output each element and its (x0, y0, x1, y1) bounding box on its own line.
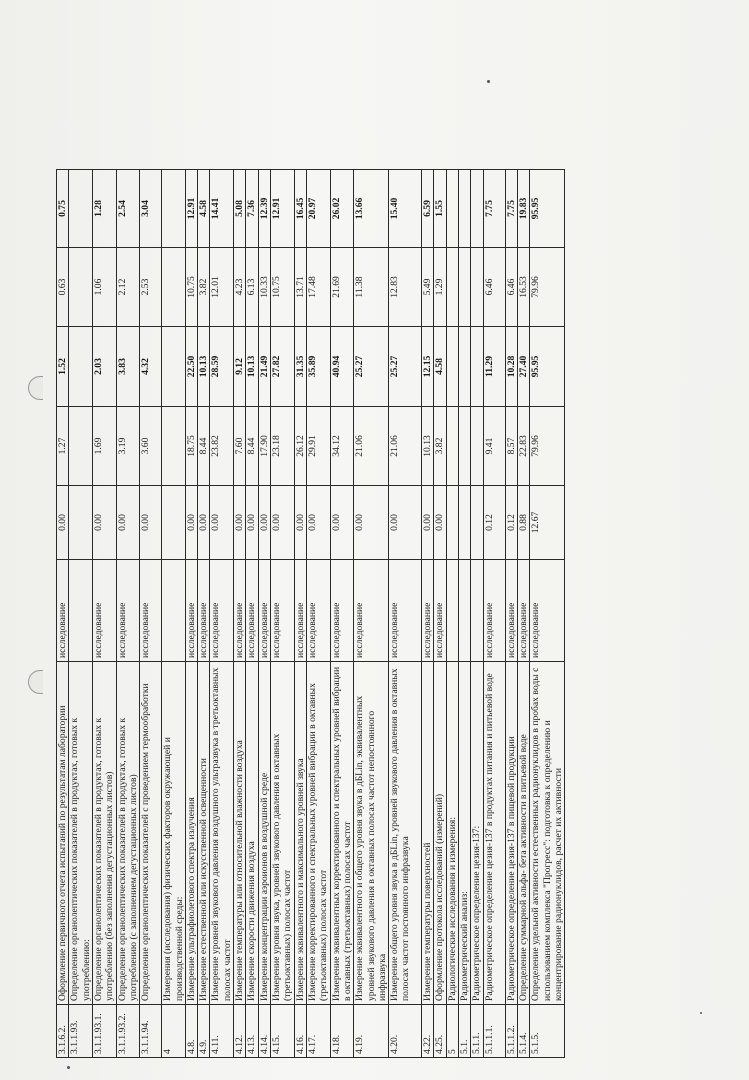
cell-value-2: 3.82 (434, 407, 446, 486)
cell-value-3: 25.27 (389, 327, 422, 407)
cell-unit: исследование (234, 560, 246, 662)
cell-value-1: 0.00 (246, 486, 258, 560)
cell-value-4: 4.23 (234, 248, 246, 327)
cell-value-3: 11.29 (483, 327, 505, 407)
cell-value-4: 6.13 (246, 248, 258, 327)
cell-value-3: 21.49 (258, 327, 270, 407)
cell-value-2: 9.41 (483, 407, 505, 486)
cell-value-1: 0.00 (210, 486, 234, 560)
cell-value-1: 0.88 (518, 486, 530, 560)
cell-value-3 (471, 327, 483, 407)
scan-speck (67, 1066, 70, 1069)
cell-code: 5.1. (459, 1005, 471, 1058)
cell-value-1 (69, 486, 93, 560)
cell-value-2: 8.44 (246, 407, 258, 486)
cell-value-3: 10.13 (246, 327, 258, 407)
cell-value-4: 6.46 (505, 248, 517, 327)
cell-value-1: 0.00 (198, 486, 210, 560)
cell-value-4: 13.71 (294, 248, 306, 327)
cell-name: Радиометрическое определение цезия-137: (471, 662, 483, 1005)
cell-value-5: 7.36 (246, 170, 258, 248)
cell-unit: исследование (483, 560, 505, 662)
cell-unit (459, 560, 471, 662)
cell-name: Определение органолептических показателей в продуктах, готовых к употреблению (с заполнением дегустационных листов) (116, 662, 140, 1005)
cell-value-4 (446, 248, 458, 327)
cell-value-5: 3.04 (140, 170, 162, 248)
cell-unit: исследование (505, 560, 517, 662)
cell-unit: исследование (530, 560, 565, 662)
cell-code: 4.9. (198, 1005, 210, 1058)
cell-value-5: 19.83 (518, 170, 530, 248)
cell-value-3: 4.32 (140, 327, 162, 407)
cell-unit: исследование (271, 560, 295, 662)
cell-value-4: 0.63 (57, 248, 69, 327)
cell-code: 4 (162, 1005, 186, 1058)
cell-code: 5.1.1. (471, 1005, 483, 1058)
cell-name: Измерение эквивалентного и максимального уровней звука (294, 662, 306, 1005)
cell-value-5: 20.97 (306, 170, 330, 248)
cell-unit: исследование (140, 560, 162, 662)
cell-value-4: 10.75 (271, 248, 295, 327)
binder-hole-top (28, 376, 43, 400)
cell-name: Измерение уровня звука, уровней звукового давления в октавных (третьоктавных) полосах частот (271, 662, 295, 1005)
cell-value-3: 22.50 (185, 327, 197, 407)
cell-value-2 (69, 407, 93, 486)
cell-value-5: 2.54 (116, 170, 140, 248)
cell-value-5: 1.55 (434, 170, 446, 248)
table-row (258, 170, 270, 1058)
cell-value-1: 0.00 (389, 486, 422, 560)
cell-name: Определение суммарной альфа- бета активности в питьевой воде (518, 662, 530, 1005)
cell-value-1: 0.00 (330, 486, 354, 560)
cell-value-4: 1.29 (434, 248, 446, 327)
cell-code: 4.19. (354, 1005, 389, 1058)
cell-value-2: 7.60 (234, 407, 246, 486)
table-body (57, 170, 565, 1058)
cell-code: 4.12. (234, 1005, 246, 1058)
cell-value-1: 0.00 (116, 486, 140, 560)
cell-value-4: 1.06 (92, 248, 116, 327)
cell-value-1: 0.00 (271, 486, 295, 560)
cell-value-4: 2.12 (116, 248, 140, 327)
cell-name: Определение удельной активности естественных радионуклидов в пробах воды с использованием комплекса "Прогресс": подготовка к определению и концентрирование радионуклидов, расчет их активности (530, 662, 565, 1005)
cell-value-2: 23.82 (210, 407, 234, 486)
cell-name: Оформление первичного отчета испытаний по результатам лаборатории (57, 662, 69, 1005)
cell-value-4 (69, 248, 93, 327)
cell-unit: исследование (294, 560, 306, 662)
cell-value-5 (446, 170, 458, 248)
cell-value-1: 12.67 (530, 486, 565, 560)
cell-value-3: 27.40 (518, 327, 530, 407)
table-row (162, 170, 186, 1058)
cell-code: 4.13. (246, 1005, 258, 1058)
cell-value-1 (446, 486, 458, 560)
table-row (185, 170, 197, 1058)
cell-value-2: 8.44 (198, 407, 210, 486)
scan-speck (487, 80, 490, 83)
cell-unit (471, 560, 483, 662)
cell-code: 5.1.1.2. (505, 1005, 517, 1058)
binder-hole-bottom (28, 670, 43, 694)
cell-unit: исследование (354, 560, 389, 662)
cell-name: Радиометрический анализ: (459, 662, 471, 1005)
cell-value-5: 4.58 (198, 170, 210, 248)
cell-value-2 (459, 407, 471, 486)
cell-unit: исследование (116, 560, 140, 662)
cell-value-2 (446, 407, 458, 486)
table-row (198, 170, 210, 1058)
table-row (116, 170, 140, 1058)
cell-value-5: 14.41 (210, 170, 234, 248)
cell-unit (446, 560, 458, 662)
cell-value-2: 79.96 (530, 407, 565, 486)
cell-value-1: 0.12 (483, 486, 505, 560)
table-row (434, 170, 446, 1058)
cell-value-1: 0.00 (422, 486, 434, 560)
table-row (246, 170, 258, 1058)
cell-value-2: 8.57 (505, 407, 517, 486)
cell-value-2: 1.27 (57, 407, 69, 486)
cell-value-5: 12.91 (185, 170, 197, 248)
cell-value-4: 12.83 (389, 248, 422, 327)
cell-value-1 (459, 486, 471, 560)
cell-value-4: 17.48 (306, 248, 330, 327)
table-row (306, 170, 330, 1058)
cell-unit: исследование (210, 560, 234, 662)
cell-value-1: 0.00 (140, 486, 162, 560)
cell-code: 3.1.1.94. (140, 1005, 162, 1058)
cell-name: Радиометрическое определение цезия-137 в продуктах питания и питьевой воде (483, 662, 505, 1005)
cell-name: Измерение общего уровня звука в дБLin, уровней звукового давления в октавных полосах частот постоянного инфразвука (389, 662, 422, 1005)
cell-value-4 (459, 248, 471, 327)
cell-value-2: 1.69 (92, 407, 116, 486)
cell-unit (69, 560, 93, 662)
cell-value-1 (471, 486, 483, 560)
cell-unit (162, 560, 186, 662)
table-row (294, 170, 306, 1058)
cell-value-3: 3.83 (116, 327, 140, 407)
table-row (483, 170, 505, 1058)
cell-unit: исследование (185, 560, 197, 662)
cell-unit: исследование (434, 560, 446, 662)
cell-value-4: 3.82 (198, 248, 210, 327)
cell-value-5 (471, 170, 483, 248)
cell-value-3: 31.35 (294, 327, 306, 407)
cell-value-2: 22.83 (518, 407, 530, 486)
cell-code: 5.1.4. (518, 1005, 530, 1058)
cell-value-3 (162, 327, 186, 407)
cell-value-2: 21.06 (354, 407, 389, 486)
cell-value-5: 16.45 (294, 170, 306, 248)
cell-value-1: 0.00 (306, 486, 330, 560)
cell-unit: исследование (330, 560, 354, 662)
table-row (459, 170, 471, 1058)
cell-code: 4.8. (185, 1005, 197, 1058)
cell-value-3: 9.12 (234, 327, 246, 407)
table-row (210, 170, 234, 1058)
cell-value-3: 35.89 (306, 327, 330, 407)
table-row (471, 170, 483, 1058)
cell-value-5: 95.95 (530, 170, 565, 248)
cell-value-2: 26.12 (294, 407, 306, 486)
cell-value-4: 2.53 (140, 248, 162, 327)
cell-unit: исследование (92, 560, 116, 662)
cell-value-3: 27.82 (271, 327, 295, 407)
cell-value-2 (162, 407, 186, 486)
cell-value-3: 12.15 (422, 327, 434, 407)
cell-code: 4.25. (434, 1005, 446, 1058)
cell-value-1: 0.00 (234, 486, 246, 560)
cell-value-5: 26.02 (330, 170, 354, 248)
cell-name: Измерение уровней звукового давления воздушного ультразвука в третьоктавных полосах частот (210, 662, 234, 1005)
cell-code: 4.17. (306, 1005, 330, 1058)
cell-code: 4.18. (330, 1005, 354, 1058)
table-row (389, 170, 422, 1058)
cell-value-5: 13.66 (354, 170, 389, 248)
cell-code: 5 (446, 1005, 458, 1058)
cell-value-2: 34.12 (330, 407, 354, 486)
cell-value-3: 4.58 (434, 327, 446, 407)
cell-unit: исследование (306, 560, 330, 662)
cell-code: 3.1.1.93. (69, 1005, 93, 1058)
cell-value-1 (162, 486, 186, 560)
cell-unit: исследование (422, 560, 434, 662)
cell-name: Определение органолептических показателей в продуктах, готовых к употреблению: (69, 662, 93, 1005)
cell-value-2: 17.90 (258, 407, 270, 486)
cell-code: 5.1.1.1. (483, 1005, 505, 1058)
cell-value-5: 6.59 (422, 170, 434, 248)
table-row (505, 170, 517, 1058)
cell-value-4: 5.49 (422, 248, 434, 327)
cell-name: Измерение скорости движения воздуха (246, 662, 258, 1005)
cell-value-5 (162, 170, 186, 248)
cell-name: Измерения (исследования) физических факторов окружающей и производственной среды: (162, 662, 186, 1005)
cell-code: 3.1.1.93.2. (116, 1005, 140, 1058)
cell-name: Определение органолептических показателей с проведением термообработки (140, 662, 162, 1005)
cell-value-4: 21.69 (330, 248, 354, 327)
cell-value-4: 11.38 (354, 248, 389, 327)
cell-unit: исследование (518, 560, 530, 662)
table-row (271, 170, 295, 1058)
cell-value-1: 0.00 (258, 486, 270, 560)
cell-code: 4.14. (258, 1005, 270, 1058)
cell-code: 5.1.5. (530, 1005, 565, 1058)
cell-value-3: 1.52 (57, 327, 69, 407)
cell-unit: исследование (198, 560, 210, 662)
cell-value-3: 2.03 (92, 327, 116, 407)
cell-code: 4.16. (294, 1005, 306, 1058)
cell-value-4: 12.01 (210, 248, 234, 327)
cell-code: 4.11. (210, 1005, 234, 1058)
cell-value-3: 25.27 (354, 327, 389, 407)
cell-name: Измерение ультрафиолетового спектра излучения (185, 662, 197, 1005)
cell-value-1: 0.00 (354, 486, 389, 560)
cell-value-2 (471, 407, 483, 486)
table-row (330, 170, 354, 1058)
cell-name: Измерение температуры или относительной влажности воздуха (234, 662, 246, 1005)
cell-value-1: 0.00 (92, 486, 116, 560)
cell-value-5 (69, 170, 93, 248)
table-row (140, 170, 162, 1058)
cell-value-2: 3.19 (116, 407, 140, 486)
cell-value-4: 10.75 (185, 248, 197, 327)
cell-name: Измерение эквивалентного и общего уровня звука в дБLin, эквивалентных уровней звукового давления в октавных полосах частот непостоянного инфразвука (354, 662, 389, 1005)
cell-name: Оформление протокола исследований (измерений) (434, 662, 446, 1005)
cell-code: 3.1.6.2. (57, 1005, 69, 1058)
cell-code: 4.20. (389, 1005, 422, 1058)
cell-name: Измерение корректированного и спектральных уровней вибрации в октавных (третьоктавных) полосах частот (306, 662, 330, 1005)
cell-unit: исследование (57, 560, 69, 662)
cell-value-5: 7.75 (505, 170, 517, 248)
cell-value-1: 0.00 (294, 486, 306, 560)
cell-name: Радиологические исследования и измерения: (446, 662, 458, 1005)
cell-value-3 (69, 327, 93, 407)
cell-name: Определение органолептических показателей в продуктах, готовых к употреблению (без заполнения дегустационных листов) (92, 662, 116, 1005)
cell-value-1: 0.12 (505, 486, 517, 560)
cell-value-2: 10.13 (422, 407, 434, 486)
table-row (69, 170, 93, 1058)
cell-value-5: 5.08 (234, 170, 246, 248)
cell-name: Измерение естественной или искусственной освещенности (198, 662, 210, 1005)
cell-value-5: 7.75 (483, 170, 505, 248)
cell-name: Измерение эквивалентных корректированного и спектральных уровней вибрации в октавных (третьоктавных) полосах частот (330, 662, 354, 1005)
table-row (422, 170, 434, 1058)
cell-value-5: 0.75 (57, 170, 69, 248)
cell-value-3: 10.28 (505, 327, 517, 407)
cell-name: Измерение температуры поверхностей (422, 662, 434, 1005)
cell-value-5 (459, 170, 471, 248)
cell-code: 4.22. (422, 1005, 434, 1058)
table-row (354, 170, 389, 1058)
cell-value-2: 3.60 (140, 407, 162, 486)
cell-value-3: 40.94 (330, 327, 354, 407)
cell-value-2: 23.18 (271, 407, 295, 486)
cell-value-4: 16.53 (518, 248, 530, 327)
cell-value-1: 0.00 (434, 486, 446, 560)
cell-value-3 (459, 327, 471, 407)
table-row (518, 170, 530, 1058)
cell-value-5: 15.40 (389, 170, 422, 248)
table-row (234, 170, 246, 1058)
cell-unit: исследование (389, 560, 422, 662)
cell-name: Радиометрическое определение цезия-137 в пищевой продукции (505, 662, 517, 1005)
table-row (530, 170, 565, 1058)
cell-name: Измерение концентрации аэроионов в воздушной среде (258, 662, 270, 1005)
cell-value-4 (162, 248, 186, 327)
cell-code: 3.1.1.93.1. (92, 1005, 116, 1058)
cell-value-2: 21.06 (389, 407, 422, 486)
price-table (56, 169, 565, 1058)
cell-value-4: 79.96 (530, 248, 565, 327)
cell-value-1: 0.00 (185, 486, 197, 560)
cell-value-2: 29.91 (306, 407, 330, 486)
table-row (92, 170, 116, 1058)
cell-value-3 (446, 327, 458, 407)
cell-value-1: 0.00 (57, 486, 69, 560)
cell-value-5: 12.39 (258, 170, 270, 248)
cell-value-5: 12.91 (271, 170, 295, 248)
cell-code: 4.15. (271, 1005, 295, 1058)
table-row (446, 170, 458, 1058)
cell-value-4: 6.46 (483, 248, 505, 327)
cell-value-5: 1.28 (92, 170, 116, 248)
cell-value-3: 10.13 (198, 327, 210, 407)
cell-value-2: 18.75 (185, 407, 197, 486)
table-row (57, 170, 69, 1058)
cell-value-4: 10.33 (258, 248, 270, 327)
cell-unit: исследование (258, 560, 270, 662)
cell-value-3: 95.95 (530, 327, 565, 407)
cell-value-4 (471, 248, 483, 327)
rotated-table-wrapper (56, 170, 732, 1058)
cell-unit: исследование (246, 560, 258, 662)
cell-value-3: 28.59 (210, 327, 234, 407)
